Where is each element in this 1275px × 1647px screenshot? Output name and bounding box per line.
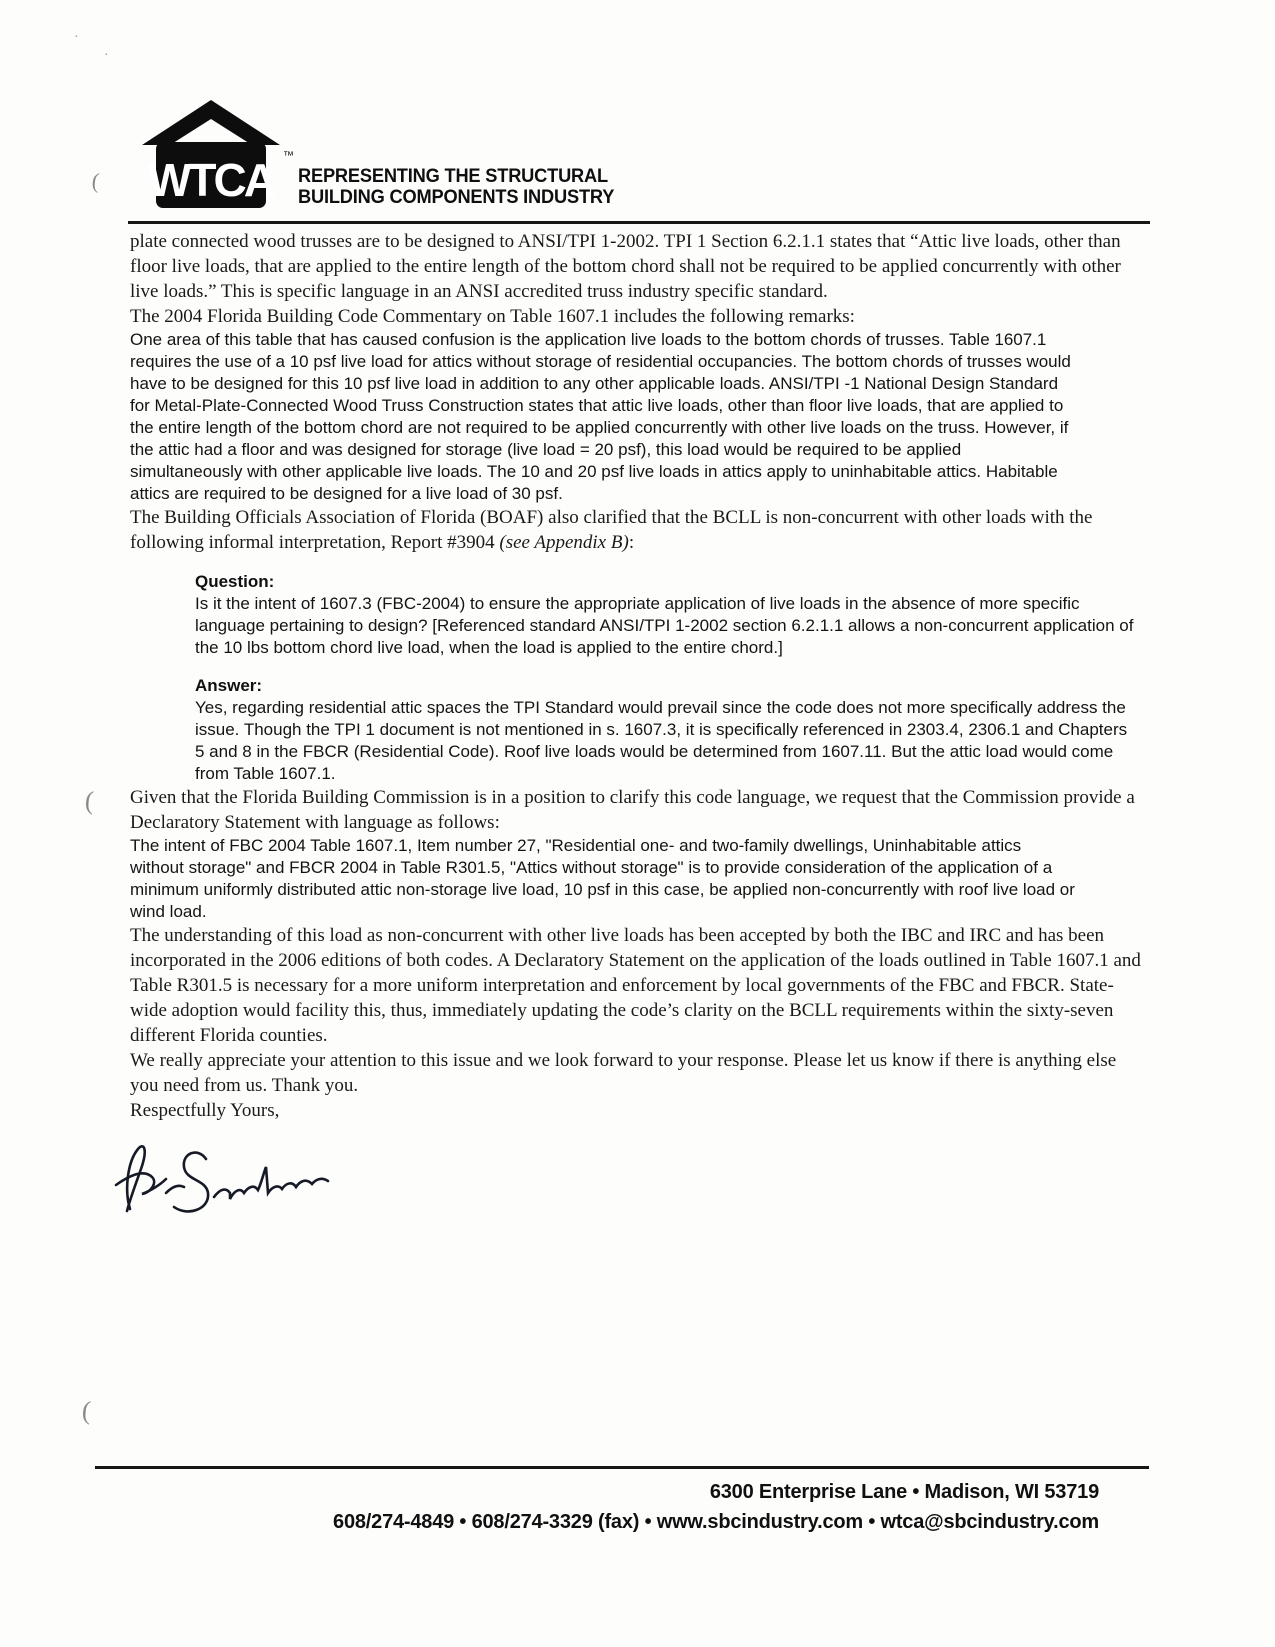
logo-tagline [298, 166, 614, 212]
tagline-line-1: REPRESENTING THE STRUCTURAL [298, 166, 608, 187]
question-label: Question: [195, 572, 275, 591]
logo-brand-text: WTCA [148, 154, 274, 206]
paragraph-adoption: The understanding of this load as non-concurrent with other live loads has been accepted by both the IBC and IRC and has been incorporated in the 2006 editions of both codes. A Declaratory Statement on the application of the loads outlined in Table 1607.1 and Table R301.5 is necessary for a more uniform interpretation and enforcement by local governments of the FBC and FBCR. State-wide adoption would facility this, thus, immediately updating the code’s clarity on the BCLL requirements within the sixty-seven different Florida counties. [130, 925, 1141, 1046]
answer-label: Answer: [195, 676, 263, 695]
signature [106, 1137, 1148, 1229]
letterhead [140, 98, 627, 212]
question-text: Is it the intent of 1607.3 (FBC-2004) to ensure the appropriate application of live loads in the absence of more specific language pertaining to design? [Referenced standard ANSI/TPI 1-2002 section 6.2.1.1 allows a non-concurrent application of the 10 lbs bottom chord live load, when the load is applied to the entire chord.] [195, 594, 1134, 657]
paragraph-tpi-standard: plate connected wood trusses are to be designed to ANSI/TPI 1-2002. TPI 1 Section 6.2.1.1 states that “Attic live loads, other than floor live loads, that are applied to the entire length of the bottom chord shall not be required to be applied concurrently with other live loads.” This is specific language in an ANSI accredited truss industry specific standard. [130, 231, 1121, 302]
footer-divider [95, 1466, 1149, 1469]
footer-contact: 608/274-4849 • 608/274-3329 (fax) • www.sbcindustry.com • wtca@sbcindustry.com [333, 1511, 1099, 1533]
boaf-colon: : [628, 532, 635, 553]
boaf-text: The Building Officials Association of Florida (BOAF) also clarified that the BCLL is non-concurrent with other loads with the following informal interpretation, Report #3904 [130, 507, 1093, 553]
commentary-quote-block: One area of this table that has caused confusion is the application live loads to the bottom chords of trusses. Table 1607.1 requires the use of a 10 psf live load for attics without storage of residential occupancies. The bottom chords of trusses would have to be designed for this 10 psf live load in addition to any other applicable loads. ANSI/TPI -1 National Design Standard for Metal-Plate-Connected Wood Truss Construction states that attic live loads, other than floor live loads, that are applied to the entire length of the bottom chord are not required to be applied concurrently with other live loads on the truss. However, if the attic had a floor and was designed for storage (live load = 20 psf), this load would be required to be applied simultaneously with other applicable live loads. The 10 and 20 psf live loads in attics apply to uninhabitable attics. Habitable attics are required to be designed for a live load of 30 psf. [130, 330, 1071, 503]
wtca-logo [140, 98, 294, 212]
header-divider [128, 221, 1150, 224]
closing-salutation: Respectfully Yours, [130, 1100, 280, 1121]
scan-artifact: ( [81, 1395, 92, 1426]
declaratory-statement-quote: The intent of FBC 2004 Table 1607.1, Item number 27, "Residential one- and two-family dwellings, Uninhabitable attics without storage" and FBCR 2004 in Table R301.5, "Attics without storage" is to provide consideration of the application of a minimum uniformly distributed attic non-storage live load, 10 psf in this case, be applied non-concurrently with roof live load or wind load. [130, 836, 1075, 921]
footer [333, 1477, 1099, 1537]
footer-address: 6300 Enterprise Lane • Madison, WI 53719 [709, 1481, 1099, 1503]
answer-text: Yes, regarding residential attic spaces the TPI Standard would prevail since the code does not more specifically address the issue. Though the TPI 1 document is not mentioned in s. 1607.3, it is specifically referenced in 2303.4, 2306.1 and Chapters 5 and 8 in the FBCR (Residential Code). Roof live loads would be determined from 1607.11. But the attic load would come from Table 1607.1. [195, 698, 1128, 783]
signature-ink [106, 1137, 346, 1229]
paragraph-thanks: We really appreciate your attention to this issue and we look forward to your response. Please let us know if there is anything else you need from us. Thank you. [130, 1050, 1117, 1096]
scan-artifact: ( [84, 785, 95, 816]
appendix-reference: (see Appendix B) [499, 532, 629, 553]
answer-block [195, 675, 1140, 785]
paragraph-commentary-intro: The 2004 Florida Building Code Commentary on Table 1607.1 includes the following remarks: [130, 306, 855, 327]
logo-roof-shape [142, 100, 280, 145]
wtca-logo-graphic [140, 98, 282, 212]
scan-artifact: ( [90, 167, 101, 194]
letter-body [130, 229, 1148, 1229]
paragraph-request: Given that the Florida Building Commission is in a position to clarify this code language, we request that the Commission provide a Declaratory Statement with language as follows: [130, 787, 1135, 833]
paragraph-boaf [130, 505, 1148, 555]
scan-artifact: · [104, 48, 109, 63]
trademark-symbol: ™ [283, 150, 294, 162]
question-block [195, 571, 1140, 659]
tagline-line-2: BUILDING COMPONENTS INDUSTRY [298, 187, 615, 208]
scan-artifact: · [74, 30, 79, 45]
